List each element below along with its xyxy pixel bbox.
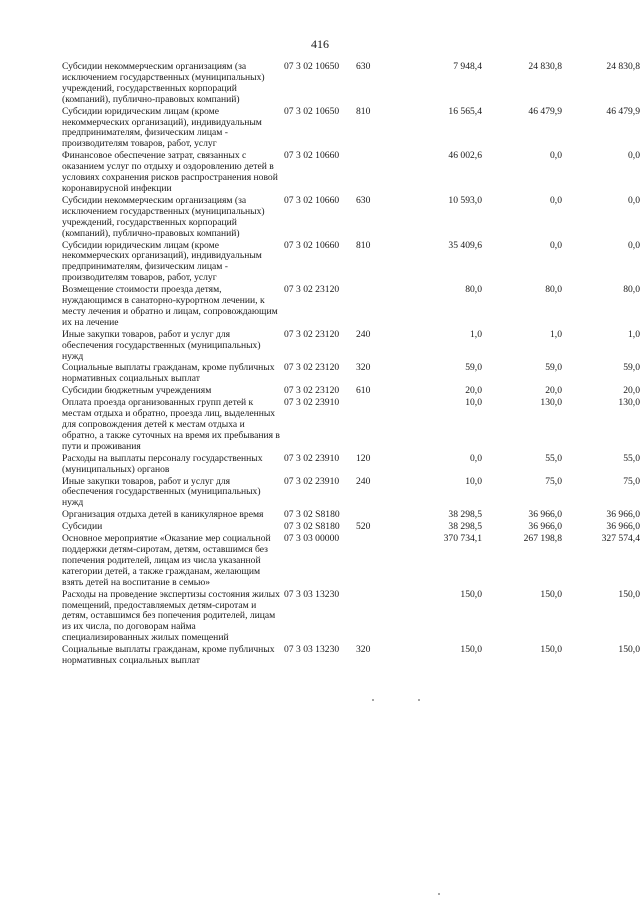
row-code: 07 3 02 10660 (284, 239, 340, 251)
table-row (62, 285, 640, 330)
row-value-3: 0,0 (628, 239, 640, 251)
row-value-2: 36 966,0 (528, 521, 562, 533)
row-value-2: 36 966,0 (528, 509, 562, 521)
row-expense-type: 240 (356, 328, 371, 340)
row-value-3: 20,0 (623, 385, 640, 397)
row-expense-type: 320 (356, 644, 371, 656)
row-value-3: 75,0 (623, 475, 640, 487)
row-value-3: 150,0 (618, 588, 640, 600)
row-value-2: 75,0 (545, 475, 562, 487)
row-value-3: 327 574,4 (601, 533, 640, 545)
scan-speck (438, 893, 440, 895)
row-name: Расходы на выплаты персоналу государственных (муниципальных) органов (62, 452, 263, 475)
row-name: Оплата проезда организованных групп детей к местам отдыха и обратно, проезда лиц, выделенных для сопровождения детей к местам отдыха и обратно, а также суточных на время их пребывания в пути и проживания (62, 397, 280, 452)
row-value-2: 24 830,8 (528, 61, 562, 72)
row-code: 07 3 03 00000 (284, 533, 340, 545)
row-code: 07 3 02 10660 (284, 150, 340, 162)
row-code: 07 3 02 10660 (284, 194, 340, 206)
row-value-1: 38 298,5 (448, 521, 482, 533)
page-number: 416 (311, 37, 329, 51)
row-value-3: 150,0 (618, 644, 640, 656)
table-row (62, 196, 640, 241)
scan-speck (418, 699, 420, 701)
budget-table (62, 62, 640, 668)
row-value-1: 7 948,4 (453, 61, 482, 72)
row-name: Субсидии бюджетным учреждениям (62, 385, 212, 397)
row-value-2: 80,0 (545, 284, 562, 296)
row-value-1: 10 593,0 (448, 194, 482, 206)
row-expense-type: 120 (356, 452, 371, 464)
row-code: 07 3 02 23910 (284, 452, 340, 464)
row-expense-type: 240 (356, 475, 371, 487)
row-value-1: 80,0 (465, 284, 482, 296)
row-value-2: 46 479,9 (528, 105, 562, 117)
row-value-1: 35 409,6 (448, 239, 482, 251)
row-value-1: 0,0 (470, 452, 482, 464)
row-code: 07 3 02 23120 (284, 284, 340, 296)
row-code: 07 3 03 13230 (284, 644, 340, 656)
row-code: 07 3 02 10650 (284, 61, 340, 72)
row-code: 07 3 02 S8180 (284, 521, 340, 533)
row-value-3: 36 966,0 (606, 521, 640, 533)
table-row (62, 363, 640, 386)
table-row (62, 62, 640, 107)
row-value-2: 0,0 (550, 150, 562, 162)
row-name: Социальные выплаты гражданам, кроме публичных нормативных социальных выплат (62, 644, 275, 667)
row-value-2: 55,0 (545, 452, 562, 464)
row-expense-type: 630 (356, 61, 371, 72)
row-value-3: 130,0 (618, 397, 640, 409)
table-row (62, 398, 640, 454)
row-value-2: 0,0 (550, 239, 562, 251)
row-expense-type: 810 (356, 239, 371, 251)
row-value-2: 130,0 (540, 397, 562, 409)
row-name: Финансовое обеспечение затрат, связанных с оказанием услуг по отдыху и оздоровлению детей в условиях сохранения рисков распространения новой коронавирусной инфекции (62, 150, 278, 194)
row-value-2: 20,0 (545, 385, 562, 397)
row-name: Основное мероприятие «Оказание мер социальной поддержки детям-сиротам, детям, оставшимся без попечения родителей, лицам из числа указанной категории детей, а также гражданам, желающим взять детей на воспитание в семью» (62, 533, 271, 588)
row-name: Иные закупки товаров, работ и услуг для обеспечения государственных (муниципальных) нужд (62, 475, 261, 509)
row-value-2: 150,0 (540, 644, 562, 656)
row-name: Расходы на проведение экспертизы состояния жилых помещений, предоставляемых детям-сиротам и детям, оставшимся без попечения родителей, лицам из их числа, по договорам найма специализированных жилых помещений (62, 588, 280, 644)
row-name: Субсидии юридическим лицам (кроме некоммерческих организаций), индивидуальным предпринимателям, физическим лицам - производителям товаров, работ, услуг (62, 239, 262, 284)
row-expense-type (356, 285, 390, 330)
table-row (62, 107, 640, 152)
row-code: 07 3 02 23120 (284, 362, 340, 374)
row-value-2: 1,0 (550, 328, 562, 340)
table-row (62, 590, 640, 646)
row-code: 07 3 02 23910 (284, 397, 340, 409)
row-code: 07 3 02 23120 (284, 385, 340, 397)
row-name: Возмещение стоимости проезда детям, нуждающимся в санаторно-курортном лечении, к месту лечения и обратно и лицам, сопровождающим их на лечение (62, 284, 278, 328)
row-value-1: 10,0 (465, 475, 482, 487)
row-value-1: 370 734,1 (443, 533, 482, 545)
row-code: 07 3 02 23120 (284, 328, 340, 340)
row-code: 07 3 02 23910 (284, 475, 340, 487)
row-name: Субсидии некоммерческим организациям (за исключением государственных (муниципальных) учреждений, государственных корпораций (компаний), публично-правовых компаний) (62, 61, 265, 105)
row-value-3: 36 966,0 (606, 509, 640, 521)
row-value-2: 150,0 (540, 588, 562, 600)
row-value-2: 59,0 (545, 362, 562, 374)
row-value-2: 267 198,8 (523, 533, 562, 545)
table-row (62, 241, 640, 286)
row-name: Организация отдыха детей в каникулярное время (62, 509, 264, 521)
row-value-1: 59,0 (465, 362, 482, 374)
row-value-3: 59,0 (623, 362, 640, 374)
row-value-3: 24 830,8 (606, 61, 640, 72)
row-expense-type (356, 398, 390, 454)
row-expense-type: 810 (356, 105, 371, 117)
row-value-1: 150,0 (460, 644, 482, 656)
table-row (62, 645, 640, 668)
row-name: Субсидии (62, 521, 103, 533)
row-value-1: 46 002,6 (448, 150, 482, 162)
row-name: Субсидии юридическим лицам (кроме некоммерческих организаций), индивидуальным предпринимателям, физическим лицам - производителям товаров, работ, услуг (62, 105, 262, 150)
scan-speck (372, 699, 374, 701)
table-row (62, 330, 640, 364)
row-expense-type: 520 (356, 521, 371, 533)
row-expense-type: 630 (356, 194, 371, 206)
row-name: Социальные выплаты гражданам, кроме публичных нормативных социальных выплат (62, 362, 275, 385)
row-expense-type (356, 151, 390, 196)
row-code: 07 3 02 10650 (284, 105, 340, 117)
row-value-1: 10,0 (465, 397, 482, 409)
row-value-1: 1,0 (470, 328, 482, 340)
row-value-3: 55,0 (623, 452, 640, 464)
row-value-3: 46 479,9 (606, 105, 640, 117)
row-value-1: 20,0 (465, 385, 482, 397)
row-expense-type: 610 (356, 385, 371, 397)
row-code: 07 3 03 13230 (284, 588, 340, 600)
row-value-3: 1,0 (628, 328, 640, 340)
row-value-1: 150,0 (460, 588, 482, 600)
row-expense-type: 320 (356, 362, 371, 374)
row-value-1: 16 565,4 (448, 105, 482, 117)
row-name: Иные закупки товаров, работ и услуг для обеспечения государственных (муниципальных) нужд (62, 328, 261, 362)
row-value-3: 80,0 (623, 284, 640, 296)
row-code: 07 3 02 S8180 (284, 509, 340, 521)
row-value-2: 0,0 (550, 194, 562, 206)
table-row (62, 454, 640, 477)
table-row (62, 534, 640, 590)
row-expense-type (356, 534, 390, 590)
row-value-3: 0,0 (628, 194, 640, 206)
row-value-1: 38 298,5 (448, 509, 482, 521)
table-row (62, 477, 640, 511)
row-expense-type (356, 590, 390, 646)
table-row (62, 151, 640, 196)
row-value-3: 0,0 (628, 150, 640, 162)
table-body (62, 62, 640, 668)
row-name: Субсидии некоммерческим организациям (за исключением государственных (муниципальных) учреждений, государственных корпораций (компаний), публично-правовых компаний) (62, 194, 265, 239)
